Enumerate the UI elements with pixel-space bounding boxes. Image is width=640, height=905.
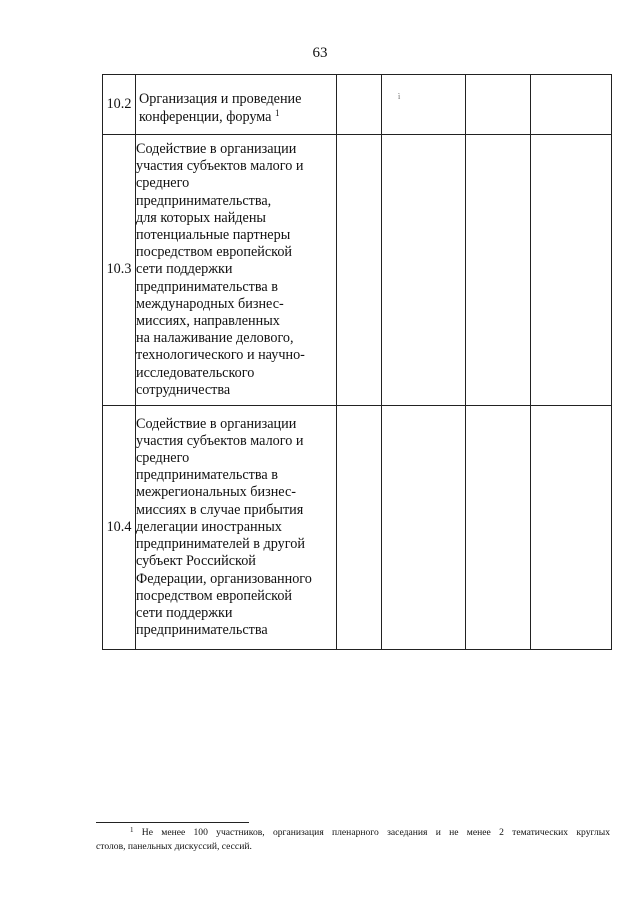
footnote-marker: 1 (275, 107, 280, 118)
description-line: среднего (136, 450, 190, 467)
empty-cell (466, 75, 531, 135)
row-number: 10.2 (103, 75, 136, 135)
description-line: исследовательского (136, 364, 255, 381)
row-description (136, 135, 337, 406)
description-line: для которых найдены (136, 209, 266, 226)
footnote-divider (96, 822, 249, 823)
description-line: миссиях в случае прибытия (136, 501, 304, 518)
stray-mark: ì (398, 92, 401, 101)
table-row (103, 406, 612, 650)
description-line: технологического и научно- (136, 347, 305, 364)
table-row (103, 75, 612, 135)
description-line: сети поддержки (136, 604, 233, 621)
footnote-line (96, 826, 610, 840)
description-line: Содействие в организации (136, 415, 297, 432)
description-line: Федерации, организованного (136, 570, 312, 587)
description-line: участия субъектов малого и (136, 158, 304, 175)
empty-cell (466, 406, 531, 650)
description-line: посредством европейской (136, 587, 293, 604)
row-description (136, 406, 337, 650)
description-line: потенциальные партнеры (136, 226, 291, 243)
description-line: Организация и проведение (139, 91, 302, 108)
empty-cell (466, 135, 531, 406)
description-line: предпринимательства, (136, 192, 272, 209)
description-line: делегации иностранных (136, 518, 282, 535)
empty-cell (382, 75, 466, 135)
empty-cell (337, 75, 382, 135)
description-line: на налаживание делового, (136, 330, 294, 347)
description-line: международных бизнес- (136, 295, 284, 312)
description-line: предпринимателей в другой (136, 536, 305, 553)
table-row (103, 135, 612, 406)
description-line: конференции, форума (139, 108, 272, 125)
description-line: Содействие в организации (136, 140, 297, 157)
activities-table (102, 74, 612, 650)
description-line: участия субъектов малого и (136, 432, 304, 449)
description-line: среднего (136, 175, 190, 192)
description-line: предпринимательства в (136, 278, 278, 295)
description-line: сотрудничества (136, 381, 231, 398)
description-line: предпринимательства (136, 622, 268, 639)
description-line: сети поддержки (136, 261, 233, 278)
description-line: миссиях, направленных (136, 313, 280, 329)
empty-cell (531, 135, 612, 406)
footnote (96, 826, 610, 853)
row-description (136, 75, 337, 135)
footnote-marker: 1 (130, 826, 134, 834)
empty-cell (382, 406, 466, 650)
description-line: межрегиональных бизнес- (136, 484, 296, 501)
description-line: предпринимательства в (136, 467, 278, 484)
empty-cell (337, 135, 382, 406)
footnote-line: столов, панельных дискуссий, сессий. (96, 841, 252, 852)
page-number: 63 (312, 45, 328, 61)
footnote-text: Не менее 100 участников, организация пленарного заседания и не менее 2 тематических круглых (141, 827, 610, 838)
row-number: 10.4 (103, 406, 136, 650)
row-number: 10.3 (103, 135, 136, 406)
description-line: субъект Российской (136, 553, 256, 570)
empty-cell (531, 75, 612, 135)
description-line-with-marker (139, 109, 332, 127)
empty-cell (382, 135, 466, 406)
description-line: посредством европейской (136, 244, 293, 261)
empty-cell (531, 406, 612, 650)
empty-cell (337, 406, 382, 650)
